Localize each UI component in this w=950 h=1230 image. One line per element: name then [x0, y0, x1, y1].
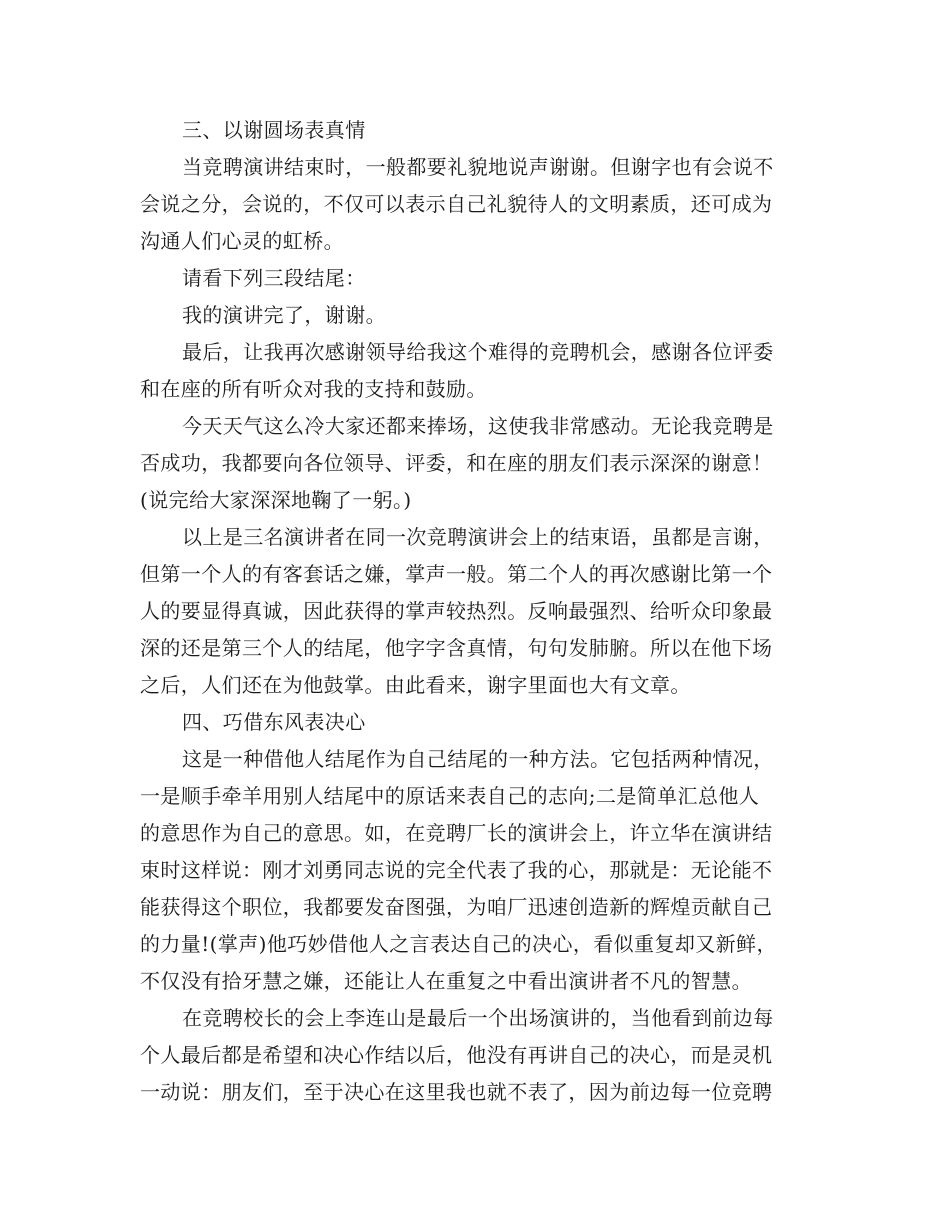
section-heading-3: 三、以谢圆场表真情 — [182, 118, 366, 142]
paragraph-line: 人的要显得真诚，因此获得的掌声较热烈。反响最强烈、给听众印象最 — [140, 599, 773, 623]
paragraph-line: 我的演讲完了，谢谢。 — [182, 303, 386, 327]
paragraph-line: 一是顺手牵羊用别人结尾中的原话来表自己的志向;二是简单汇总他人 — [140, 784, 760, 808]
paragraph-line: 的力量!(掌声)他巧妙借他人之言表达自己的决心，看似重复却又新鲜， — [140, 932, 777, 956]
paragraph-line: 这是一种借他人结尾作为自己结尾的一种方法。它包括两种情况， — [182, 747, 774, 771]
paragraph-line: 不仅没有拾牙慧之嫌，还能让人在重复之中看出演讲者不凡的智慧。 — [140, 969, 752, 993]
paragraph-line: 会说之分，会说的，不仅可以表示自己礼貌待人的文明素质，还可成为 — [140, 192, 773, 216]
paragraph-line: 束时这样说：刚才刘勇同志说的完全代表了我的心，那就是：无论能不 — [140, 858, 773, 882]
paragraph-line: 否成功，我都要向各位领导、评委，和在座的朋友们表示深深的谢意！ — [140, 451, 773, 475]
section-heading-4: 四、巧借东风表决心 — [182, 710, 366, 734]
paragraph-line: 请看下列三段结尾： — [182, 266, 366, 290]
document-body — [140, 112, 816, 1111]
paragraph-line: 之后，人们还在为他鼓掌。由此看来，谢字里面也大有文章。 — [140, 673, 691, 697]
paragraph-line: 今天天气这么冷大家还都来捧场，这使我非常感动。无论我竞聘是 — [182, 414, 774, 438]
paragraph-line: 当竞聘演讲结束时，一般都要礼貌地说声谢谢。但谢字也有会说不 — [182, 155, 774, 179]
paragraph-line: 以上是三名演讲者在同一次竞聘演讲会上的结束语，虽都是言谢， — [182, 525, 774, 549]
paragraph-line: 个人最后都是希望和决心作结以后，他没有再讲自己的决心，而是灵机 — [140, 1043, 773, 1067]
paragraph-line: 一动说：朋友们，至于决心在这里我也就不表了，因为前边每一位竞聘 — [140, 1080, 773, 1104]
paragraph-line: 最后，让我再次感谢领导给我这个难得的竞聘机会，感谢各位评委 — [182, 340, 774, 364]
paragraph-line: 在竞聘校长的会上李连山是最后一个出场演讲的，当他看到前边每 — [182, 1006, 774, 1030]
paragraph-line: 但第一个人的有客套话之嫌，掌声一般。第二个人的再次感谢比第一个 — [140, 562, 773, 586]
paragraph-line: 沟通人们心灵的虹桥。 — [140, 229, 344, 253]
paragraph-line: 能获得这个职位，我都要发奋图强，为咱厂迅速创造新的辉煌贡献自己 — [140, 895, 773, 919]
paragraph-line: 和在座的所有听众对我的支持和鼓励。 — [140, 377, 487, 401]
paragraph-line: 的意思作为自己的意思。如，在竞聘厂长的演讲会上，许立华在演讲结 — [140, 821, 773, 845]
paragraph-line: 深的还是第三个人的结尾，他字字含真情，句句发肺腑。所以在他下场 — [140, 636, 773, 660]
paragraph-line: (说完给大家深深地鞠了一躬。) — [140, 488, 412, 512]
